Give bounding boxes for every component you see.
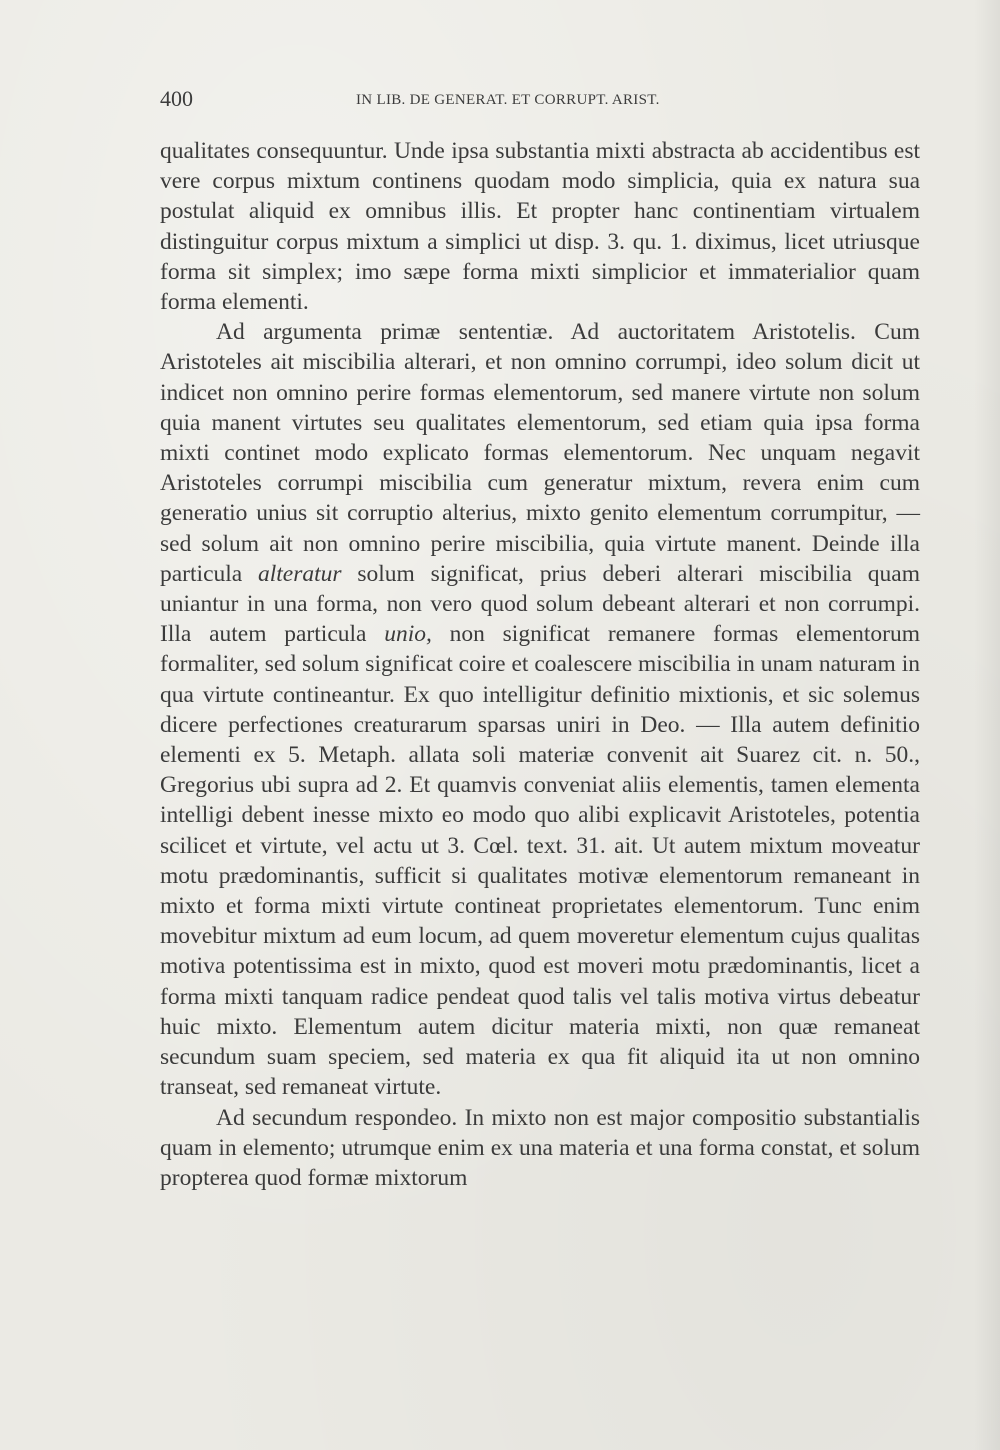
body-text: [160, 136, 920, 1193]
paragraph-text: Ad argumenta primæ sententiæ. Ad auctoritatem Aristotelis. Cum Aristoteles ait miscibilia alterari, et non omnino corrumpi, ideo solum dicit ut indicet non omnino perire formas elementorum, sed manere virtute non solum quia manent virtutes seu qualitates elementorum, sed etiam quia ipsa forma mixti continet modo explicato formas elementorum. Nec unquam negavit Aristoteles corrumpi miscibilia cum generatur mixtum, revera enim cum generatio unius sit corruptio alterius, mixto genito elementum corrumpitur, — sed solum ait non omnino perire miscibilia, quia virtute manent. Deinde illa particula: [160, 319, 920, 587]
italic-term-unio: unio,: [384, 621, 432, 648]
italic-term-alteratur: alteratur: [258, 560, 342, 587]
paragraph-text: qualitates consequuntur. Unde ipsa substantia mixti abstracta ab accidentibus est vere corpus mixtum continens quodam modo simplicia, quia ex natura sua postulat aliquid ex omnibus illis. Et propter hanc continentiam virtualem distinguitur corpus mixtum a simplici ut disp. 3. qu. 1. diximus, licet utriusque forma sit simplex; imo sæpe forma mixti simplicior et immaterialior quam forma elementi.: [160, 138, 920, 316]
paragraph-text: Ad secundum respondeo. In mixto non est major compositio substantialis quam in elemento; utrumque enim ex una materia et una forma constat, et solum propterea quod formæ mixtorum: [160, 1104, 920, 1191]
page-header: [160, 86, 920, 116]
paragraph-3: [160, 1103, 920, 1194]
paragraph-2: [160, 317, 920, 1102]
running-head: IN LIB. DE GENERAT. ET CORRUPT. ARIST.: [356, 92, 660, 108]
page-number: 400: [160, 86, 193, 111]
paragraph-1: [160, 136, 920, 317]
paragraph-text: solum significat, prius deberi alterari miscibilia quam uniantur in una forma, non vero quod solum debeant alterari et non corrumpi. Illa autem particula: [160, 560, 920, 648]
paragraph-text: non significat remanere formas elementorum formaliter, sed solum significat coire et coalescere miscibilia in unam naturam in qua virtute contineantur. Ex quo intelligitur definitio mixtionis, et sic solemus dicere perfectiones creaturarum sparsas uniri in Deo. — Illa autem definitio elementi ex 5. Metaph. allata soli materiæ convenit ait Suarez cit. n. 50., Gregorius ubi supra ad 2. Et quamvis conveniat aliis elementis, tamen elementa intelligi debent inesse mixto eo modo quo alibi explicavit Aristoteles, potentia scilicet et virtute, vel actu ut 3. Cœl. text. 31. ait. Ut autem mixtum moveatur motu prædominantis, sufficit si qualitates motivæ elementorum remaneant in mixto et forma mixti virtute contineat proprietates elementorum. Tunc enim movebitur mixtum ad eum locum, ad quem moveretur elementum cujus qualitas motiva potentissima est in mixto, quod est moveri motu prædominantis, licet a forma mixti tanquam radice pendeat quod talis vel talis motiva virtus debeatur huic mixto. Elementum autem dicitur materia mixti, non quæ remaneat secundum suam speciem, sed materia ex qua fit aliquid ita ut non omnino transeat, sed remaneat virtute.: [160, 621, 921, 1101]
